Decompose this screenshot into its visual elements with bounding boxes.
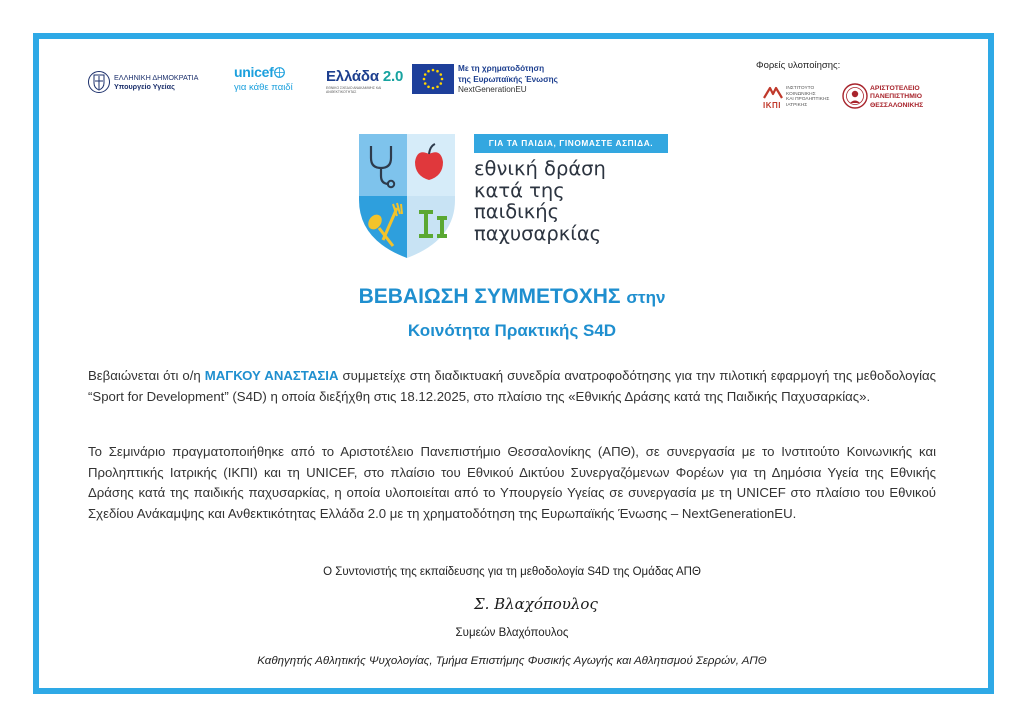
campaign-title-line: κατά της — [474, 178, 565, 202]
signature-text: Σ. Βλαχόπουλος — [474, 595, 598, 613]
greece-subtitle: ΕΘΝΙΚΟ ΣΧΕΔΙΟ ΑΝΑΚΑΜΨΗΣ ΚΑΙ ΑΝΘΕΚΤΙΚΟΤΗΤΑΣ — [326, 86, 382, 94]
unicef-logo — [234, 64, 304, 96]
ikpi-line4: ΙΑΤΡΙΚΗΣ — [786, 102, 808, 108]
certificate-subheading: Κοινότητα Πρακτικής S4D — [407, 321, 617, 340]
ikpi-mark-icon — [762, 86, 784, 100]
attestation-paragraph — [88, 366, 936, 407]
signature — [472, 592, 612, 616]
eu-flag-icon — [412, 64, 454, 94]
eu-line2: της Ευρωπαϊκής Ένωσης — [458, 74, 558, 84]
campaign-title-line: εθνική δράση — [474, 157, 606, 180]
p1-after: συμμετείχε στη διαδικτυακή συνεδρία ανατροφοδότησης για την πιλοτική εφαρμογή της μεθοδολογίας “Sport for Development” (S4D) η οποία διεξήχθη στις 18.12.2025, στο πλαίσιο της «Εθνικής Δράσης κατά της Παιδικής Παχυσαρκίας». — [88, 368, 936, 404]
auth-line2: ΠΑΝΕΠΙΣΤΗΜΙΟ — [870, 93, 923, 101]
participant-name: ΜΑΓΚΟΥ ΑΝΑΣΤΑΣΙΑ — [204, 368, 339, 383]
signatory-role: Καθηγητής Αθλητικής Ψυχολογίας, Τμήμα Επιστήμης Φυσικής Αγωγής και Αθλητισμού Σερρών, ΑΠΘ — [257, 655, 767, 667]
campaign-shield-icon — [357, 132, 457, 260]
signatory-name: Συμεών Βλαχόπουλος — [455, 627, 569, 639]
eu-line3: NextGenerationEU — [458, 85, 527, 94]
certificate-heading — [0, 285, 1024, 309]
ministry-line1: ΕΛΛΗΝΙΚΗ ΔΗΜΟΚΡΑΤΙΑ — [114, 73, 199, 82]
ikpi-line2: ΚΟΙΝΩΝΙΚΗΣ — [786, 91, 816, 97]
campaign-title — [474, 158, 704, 244]
auth-line3: ΘΕΣΣΑΛΟΝΙΚΗΣ — [870, 101, 924, 109]
heading-main: ΒΕΒΑΙΩΣΗ ΣΥΜΜΕΤΟΧΗΣ — [358, 285, 621, 308]
seminar-paragraph: Το Σεμινάριο πραγματοποιήθηκε από το Αριστοτέλειο Πανεπιστήμιο Θεσσαλονίκης (ΑΠΘ), σε συνεργασία με το Ινστιτούτο Κοινωνικής και Προληπτικής Ιατρικής (ΙΚΠΙ) και τη UNICEF, στο πλαίσιο του Εθνικού Δικτύου Συνεργαζόμενων Φορέων για τη Δημόσια Υγεία της Εθνικής Δράσης κατά της παιδικής παχυσαρκίας, η οποία υλοποιείται από το Υπουργείο Υγείας σε συνεργασία με τη UNICEF στο πλαίσιο του Εθνικού Σχεδίου Ανάκαμψης και Ανθεκτικότητας Ελλάδα 2.0 με τη χρηματοδότηση της Ευρωπαϊκής Ένωσης – NextGenerationEU. — [88, 444, 936, 521]
eu-funding-logo — [412, 64, 582, 96]
signatory-title: Ο Συντονιστής της εκπαίδευσης για τη μεθοδολογία S4D της Ομάδας ΑΠΘ — [323, 566, 701, 578]
unicef-tagline: για κάθε παιδί — [234, 82, 293, 93]
auth-logo — [842, 83, 942, 111]
p1-before: Βεβαιώνεται ότι ο/η — [88, 368, 205, 383]
campaign-title-line: παχυσαρκίας — [474, 221, 602, 245]
campaign-banner: ΓΙΑ ΤΑ ΠΑΙΔΙΑ, ΓΙΝΟΜΑΣΤΕ ΑΣΠΙΔΑ. — [474, 134, 668, 153]
partners-label: Φορείς υλοποίησης: — [756, 60, 841, 71]
greece-2-0-logo — [326, 68, 406, 94]
ikpi-logo — [762, 84, 832, 112]
ikpi-line1: ΙΝΣΤΙΤΟΥΤΟ — [786, 86, 815, 91]
greece-name: Ελλάδα — [326, 68, 379, 85]
unicef-globe-icon — [274, 67, 285, 78]
greek-emblem-icon — [88, 70, 110, 94]
ministry-line2: Υπουργείο Υγείας — [114, 82, 175, 91]
auth-line1: ΑΡΙΣΤΟΤΕΛΕΙΟ — [870, 85, 920, 92]
auth-seal-icon — [842, 83, 868, 109]
unicef-name: unicef — [234, 64, 274, 80]
campaign-title-line: παιδικής — [474, 200, 560, 223]
greece-version: 2.0 — [382, 68, 404, 85]
ikpi-line3: ΚΑΙ ΠΡΟΛΗΠΤΙΚΗΣ — [786, 97, 830, 103]
greek-ministry-logo — [88, 70, 218, 96]
heading-suffix: στην — [626, 288, 666, 307]
ikpi-acronym: ΙΚΠΙ — [763, 101, 781, 110]
eu-line1: Με τη χρηματοδότηση — [458, 64, 545, 73]
